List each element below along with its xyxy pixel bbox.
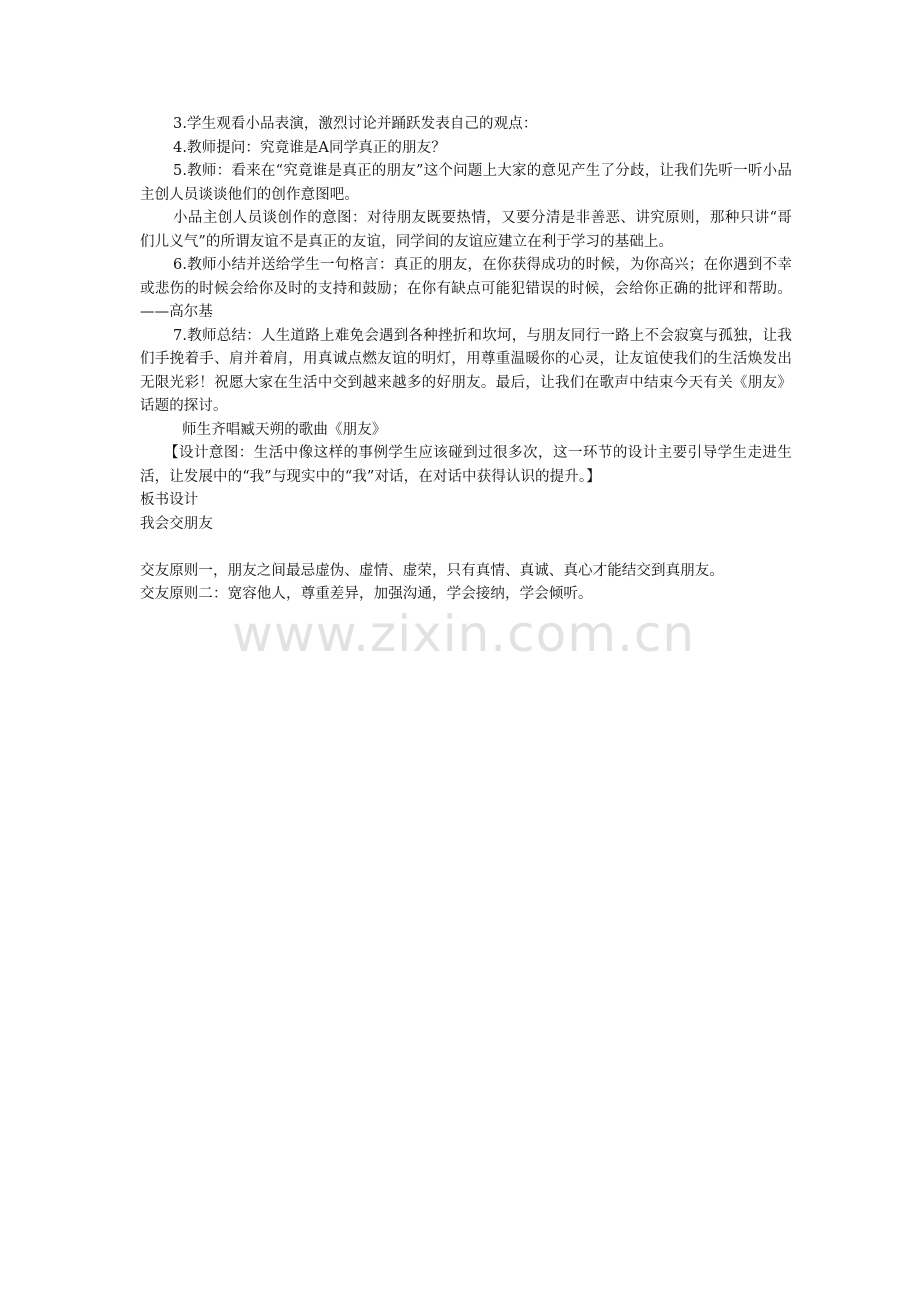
paragraph-design-intent: 【设计意图：生活中像这样的事例学生应该碰到过很多次，这一环节的设计主要引导学生走进生活，让发展中的“我”与现实中的“我”对话，在对话中获得认识的提升。】 (140, 445, 792, 485)
paragraph-sing-song: 师生齐唱臧天朔的歌曲《朋友》 (182, 421, 387, 438)
watermark-text: www.zixin.com.cn (232, 605, 696, 663)
blank-line (140, 536, 792, 560)
heading-board-design: 板书设计 (140, 492, 199, 508)
paragraph-step-5: 5.教师：看来在“究竟谁是真正的朋友”这个问题上大家的意见产生了分歧，让我们先听一听小品主创人员谈谈他们的创作意图吧。 (140, 163, 792, 203)
principle-two: 交友原则二：宽容他人，尊重差异，加强沟通，学会接纳，学会倾听。 (140, 586, 593, 602)
paragraph-step-3: 3.学生观看小品表演，激烈讨论并踊跃发表自己的观点： (173, 116, 538, 132)
board-title: 我会交朋友 (140, 515, 213, 532)
paragraph-step-7: 7.教师总结：人生道路上难免会遇到各种挫折和坎坷，与朋友同行一路上不会寂寞与孤独，让我们手挽着手、肩并着肩，用真诚点燃友谊的明灯，用尊重温暖你的心灵，让友谊使我们的生活焕发出无限光彩！祝愿大家在生活中交到越来越多的好朋友。最后，让我们在歌声中结束今天有关《朋友》话题的探讨。 (140, 327, 792, 414)
paragraph-step-6: 6.教师小结并送给学生一句格言：真正的朋友，在你获得成功的时候，为你高兴；在你遇到不幸或悲伤的时候会给你及时的支持和鼓励；在你有缺点可能犯错误的时候，会给你正确的批评和帮助。——高尔基 (140, 257, 792, 320)
principle-one: 交友原则一，朋友之间最忌虚伪、虚情、虚荣，只有真情、真诚、真心才能结交到真朋友。 (140, 562, 724, 579)
paragraph-step-4: 4.教师提问：究竟谁是A同学真正的朋友？ (173, 139, 446, 156)
paragraph-creator-intent: 小品主创人员谈创作的意图：对待朋友既要热情，又要分清是非善恶、讲究原则，那种只讲“哥们儿义气”的所谓友谊不是真正的友谊，同学间的友谊应建立在利于学习的基础上。 (140, 210, 792, 250)
document-body (140, 113, 792, 607)
